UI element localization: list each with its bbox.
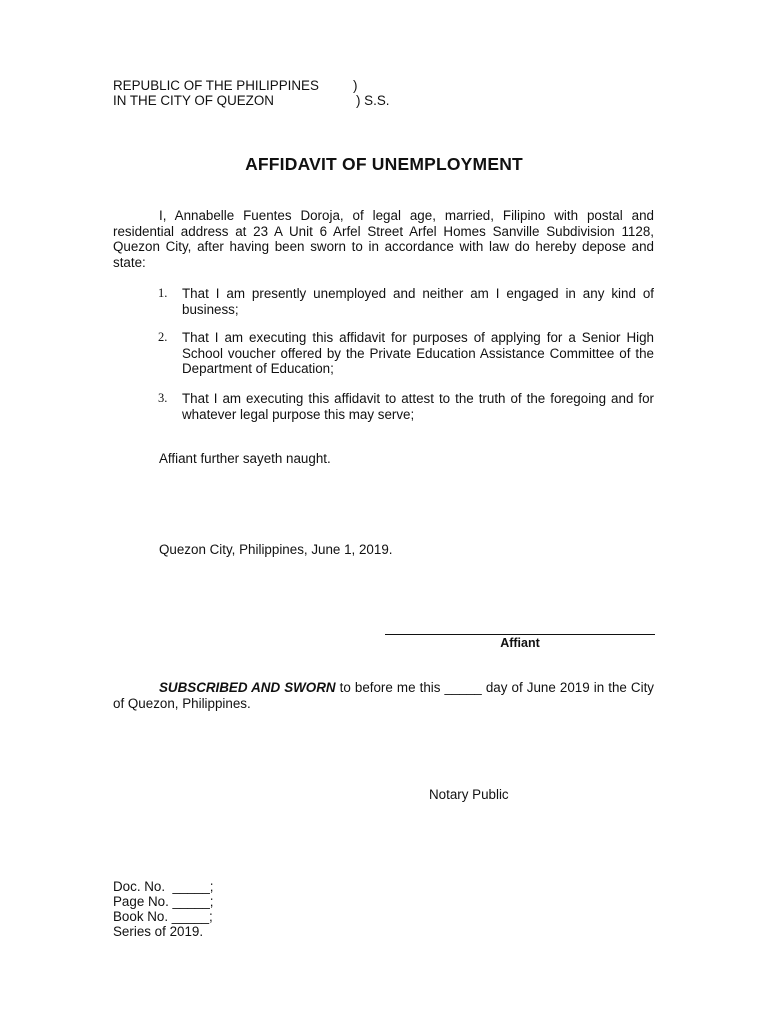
series-year: Series of 2019. bbox=[113, 924, 204, 939]
venue-ss-marker: ) S.S. bbox=[356, 93, 390, 108]
venue-republic-line bbox=[113, 78, 358, 93]
statement-text: That I am executing this affidavit to attest to the truth of the foregoing and for whatever legal purpose this may serve; bbox=[182, 391, 654, 422]
statement-item bbox=[158, 330, 654, 377]
statement-number: 2. bbox=[158, 330, 168, 344]
page-number: Page No. _____; bbox=[113, 894, 214, 909]
venue-city-line bbox=[113, 93, 390, 108]
notarial-register-block bbox=[113, 879, 214, 939]
closing-statement: Affiant further sayeth naught. bbox=[159, 451, 331, 466]
venue-republic-paren: ) bbox=[353, 78, 358, 93]
statement-text: That I am presently unemployed and neither am I engaged in any kind of business; bbox=[182, 286, 654, 317]
statement-item bbox=[158, 391, 654, 422]
notary-label: Notary Public bbox=[429, 787, 509, 802]
signature-label: Affiant bbox=[500, 636, 540, 650]
statement-item bbox=[158, 286, 654, 317]
document-title: AFFIDAVIT OF UNEMPLOYMENT bbox=[245, 154, 523, 174]
statement-number: 1. bbox=[158, 286, 168, 300]
statement-text: That I am executing this affidavit for purposes of applying for a Senior High School voucher offered by the Private Education Assistance Committee of the Department of Education; bbox=[182, 330, 654, 376]
statement-number: 3. bbox=[158, 391, 168, 405]
venue-republic-text: REPUBLIC OF THE PHILIPPINES bbox=[113, 78, 319, 93]
book-number: Book No. _____; bbox=[113, 909, 213, 924]
jurat-emphasis: SUBSCRIBED AND SWORN bbox=[159, 680, 336, 695]
jurat-paragraph bbox=[113, 680, 654, 711]
intro-paragraph: I, Annabelle Fuentes Doroja, of legal age, married, Filipino with postal and residential address at 23 A Unit 6 Arfel Street Arfel Homes Sanville Subdivision 1128, Quezon City, after having been sworn to in accordance with law do hereby depose and state: bbox=[113, 208, 654, 270]
signature-line bbox=[385, 634, 655, 635]
doc-number: Doc. No. _____; bbox=[113, 879, 214, 894]
venue-block bbox=[113, 78, 390, 108]
venue-city-text: IN THE CITY OF QUEZON bbox=[113, 93, 274, 108]
jurat-text: to before me this _____ day of June 2019 in the City of Quezon, Philippines. bbox=[113, 680, 654, 711]
place-and-date: Quezon City, Philippines, June 1, 2019. bbox=[159, 542, 393, 557]
